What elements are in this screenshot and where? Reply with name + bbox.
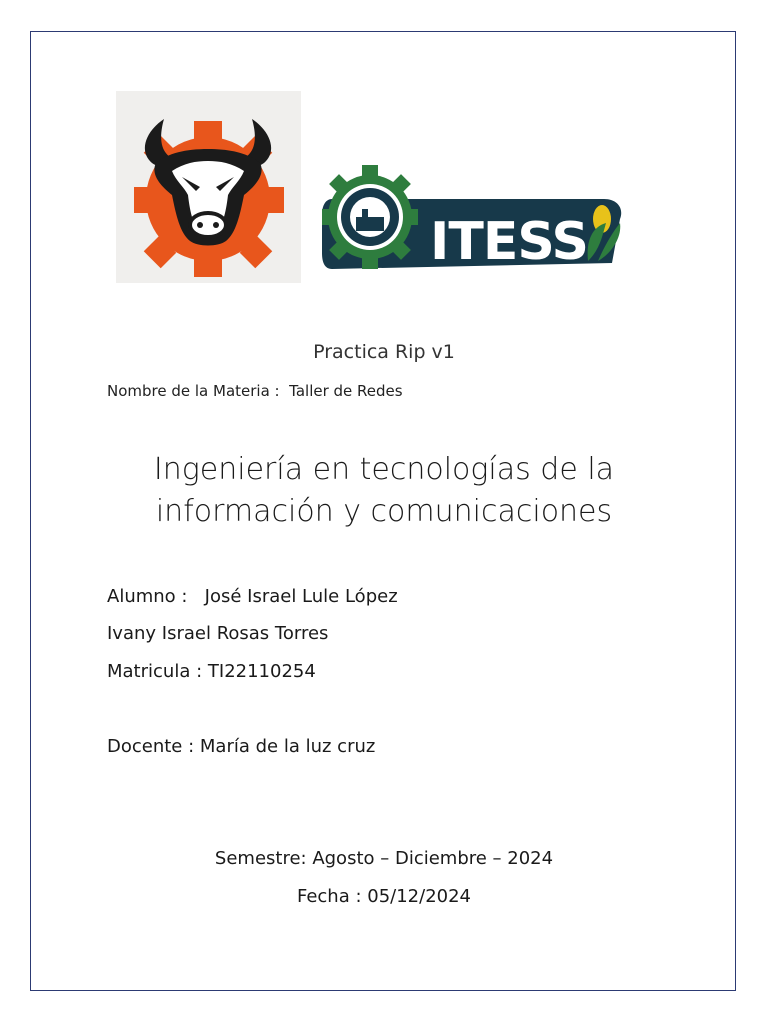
teacher-line	[107, 736, 375, 757]
subject-label: Nombre de la Materia :	[107, 382, 280, 400]
practice-title: Practica Rip v1	[313, 341, 455, 363]
bull-gear-logo	[116, 91, 301, 283]
student-name-2-line	[107, 623, 328, 644]
enrollment-value: TI22110254	[207, 661, 316, 682]
itess-logo	[322, 161, 624, 273]
degree-line-2: información y comunicaciones	[155, 494, 613, 529]
subject-line	[107, 382, 403, 400]
student-label: Alumno :	[107, 586, 188, 607]
date-line: Fecha : 05/12/2024	[296, 886, 472, 907]
student-line	[107, 586, 398, 607]
teacher-label: Docente :	[107, 736, 195, 757]
semester-line: Semestre: Agosto – Diciembre – 2024	[214, 848, 554, 869]
enrollment-line	[107, 661, 316, 682]
teacher-value: María de la luz cruz	[199, 736, 376, 757]
degree-title	[0, 449, 768, 533]
enrollment-label: Matricula :	[107, 661, 203, 682]
subject-value: Taller de Redes	[289, 382, 403, 400]
student-name-1: José Israel Lule López	[204, 586, 398, 607]
svg-text:ITESS: ITESS	[430, 212, 588, 272]
student-name-2: Ivany Israel Rosas Torres	[107, 623, 329, 644]
degree-line-1: Ingeniería en tecnologías de la	[153, 452, 615, 487]
